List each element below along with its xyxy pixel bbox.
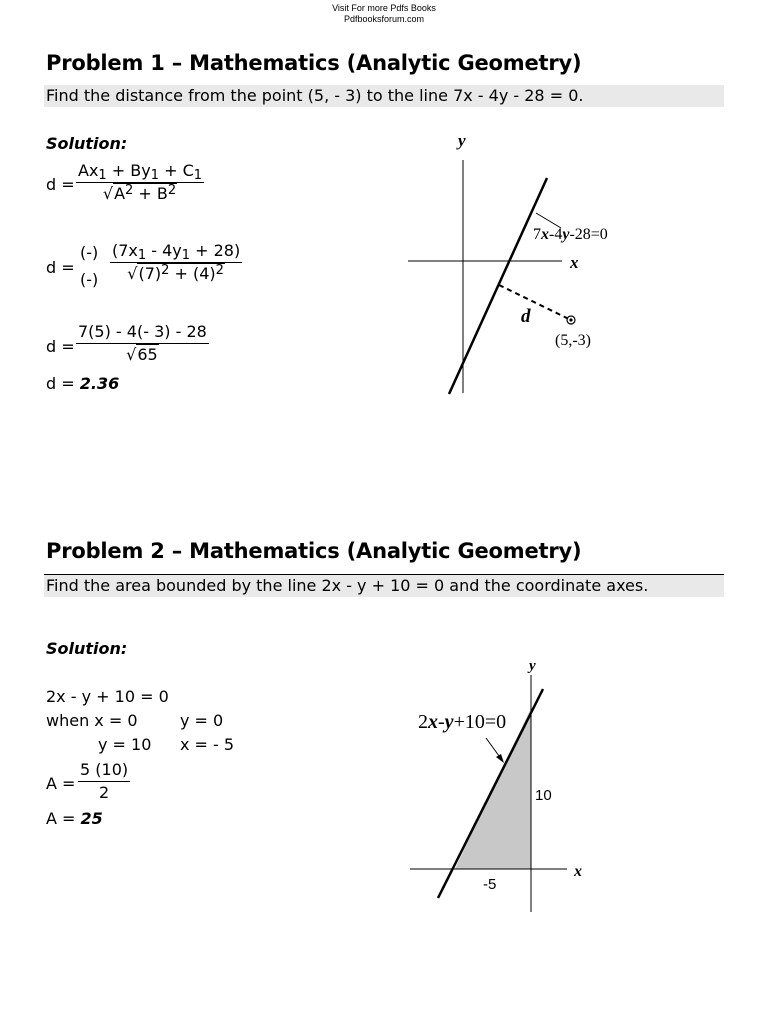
point-label: (5,-3) — [555, 332, 591, 349]
numeric-numerator: 7(5) - 4(- 3) - 28 — [76, 322, 209, 344]
base-label: -5 — [483, 876, 497, 893]
height-label: 10 — [535, 787, 552, 804]
when-y-zero: y = 0 — [180, 711, 224, 730]
y-intercept-value: y = 10 — [98, 735, 152, 754]
line-equation: 2x - y + 10 = 0 — [46, 687, 169, 706]
area-denominator: 2 — [98, 783, 110, 802]
problem-2-result: A = 25 — [46, 809, 103, 828]
substitution-denominator: $√(7)^2 + (4)^2$ — [127, 263, 224, 283]
line-equation-label: 7x-4y-28=0 — [533, 226, 608, 243]
formula-denominator: $√A^2 + B^2$ — [102, 183, 177, 203]
when-x-zero: when x = 0 — [46, 711, 138, 730]
area-numerator: 5 (10) — [78, 760, 130, 782]
problem-1-solution-label: Solution: — [46, 134, 128, 153]
step1-d-equals: d = — [46, 175, 75, 194]
result-value: 2.36 — [79, 374, 120, 393]
problem-1-title: Problem 1 – Mathematics (Analytic Geometry) — [46, 51, 582, 75]
area-equals: A = — [46, 774, 76, 793]
formula-numerator: $Ax_1 + By_1 + C_1$ — [78, 161, 203, 183]
substitution-numerator: $(7x_1 - 4y_1 + 28)$ — [112, 241, 241, 263]
header-line-1: Visit For more Pdfs Books — [332, 3, 436, 13]
label-arrow-head — [496, 754, 504, 763]
graph2-x-label: x — [574, 863, 582, 880]
sign-bottom: (-) — [80, 270, 99, 289]
problem-2-solution-label: Solution: — [46, 639, 128, 658]
graph1-x-label: x — [570, 253, 579, 272]
x-intercept-value: x = - 5 — [180, 735, 235, 754]
problem-2-title: Problem 2 – Mathematics (Analytic Geometry) — [46, 539, 582, 563]
problem-2-statement: Find the area bounded by the line 2x - y + 10 = 0 and the coordinate axes. — [44, 574, 724, 597]
graph1-y-label: y — [458, 131, 466, 150]
step3-d-equals: d = — [46, 337, 75, 356]
d-label: d — [521, 306, 531, 327]
numeric-denominator: √65 — [126, 345, 158, 364]
problem-1-statement: Find the distance from the point (5, - 3) to the line 7x - 4y - 28 = 0. — [44, 85, 724, 107]
header-line-2: Pdfbooksforum.com — [343, 14, 425, 24]
graph2-y-label: y — [529, 658, 536, 674]
line2-equation-label: 2x-y+10=0 — [418, 711, 507, 733]
step2-d-equals: d = — [46, 258, 75, 277]
problem-1-result: d = 2.36 — [46, 374, 120, 393]
sign-top: (-) — [80, 243, 99, 262]
area-result-value: 25 — [80, 809, 103, 828]
